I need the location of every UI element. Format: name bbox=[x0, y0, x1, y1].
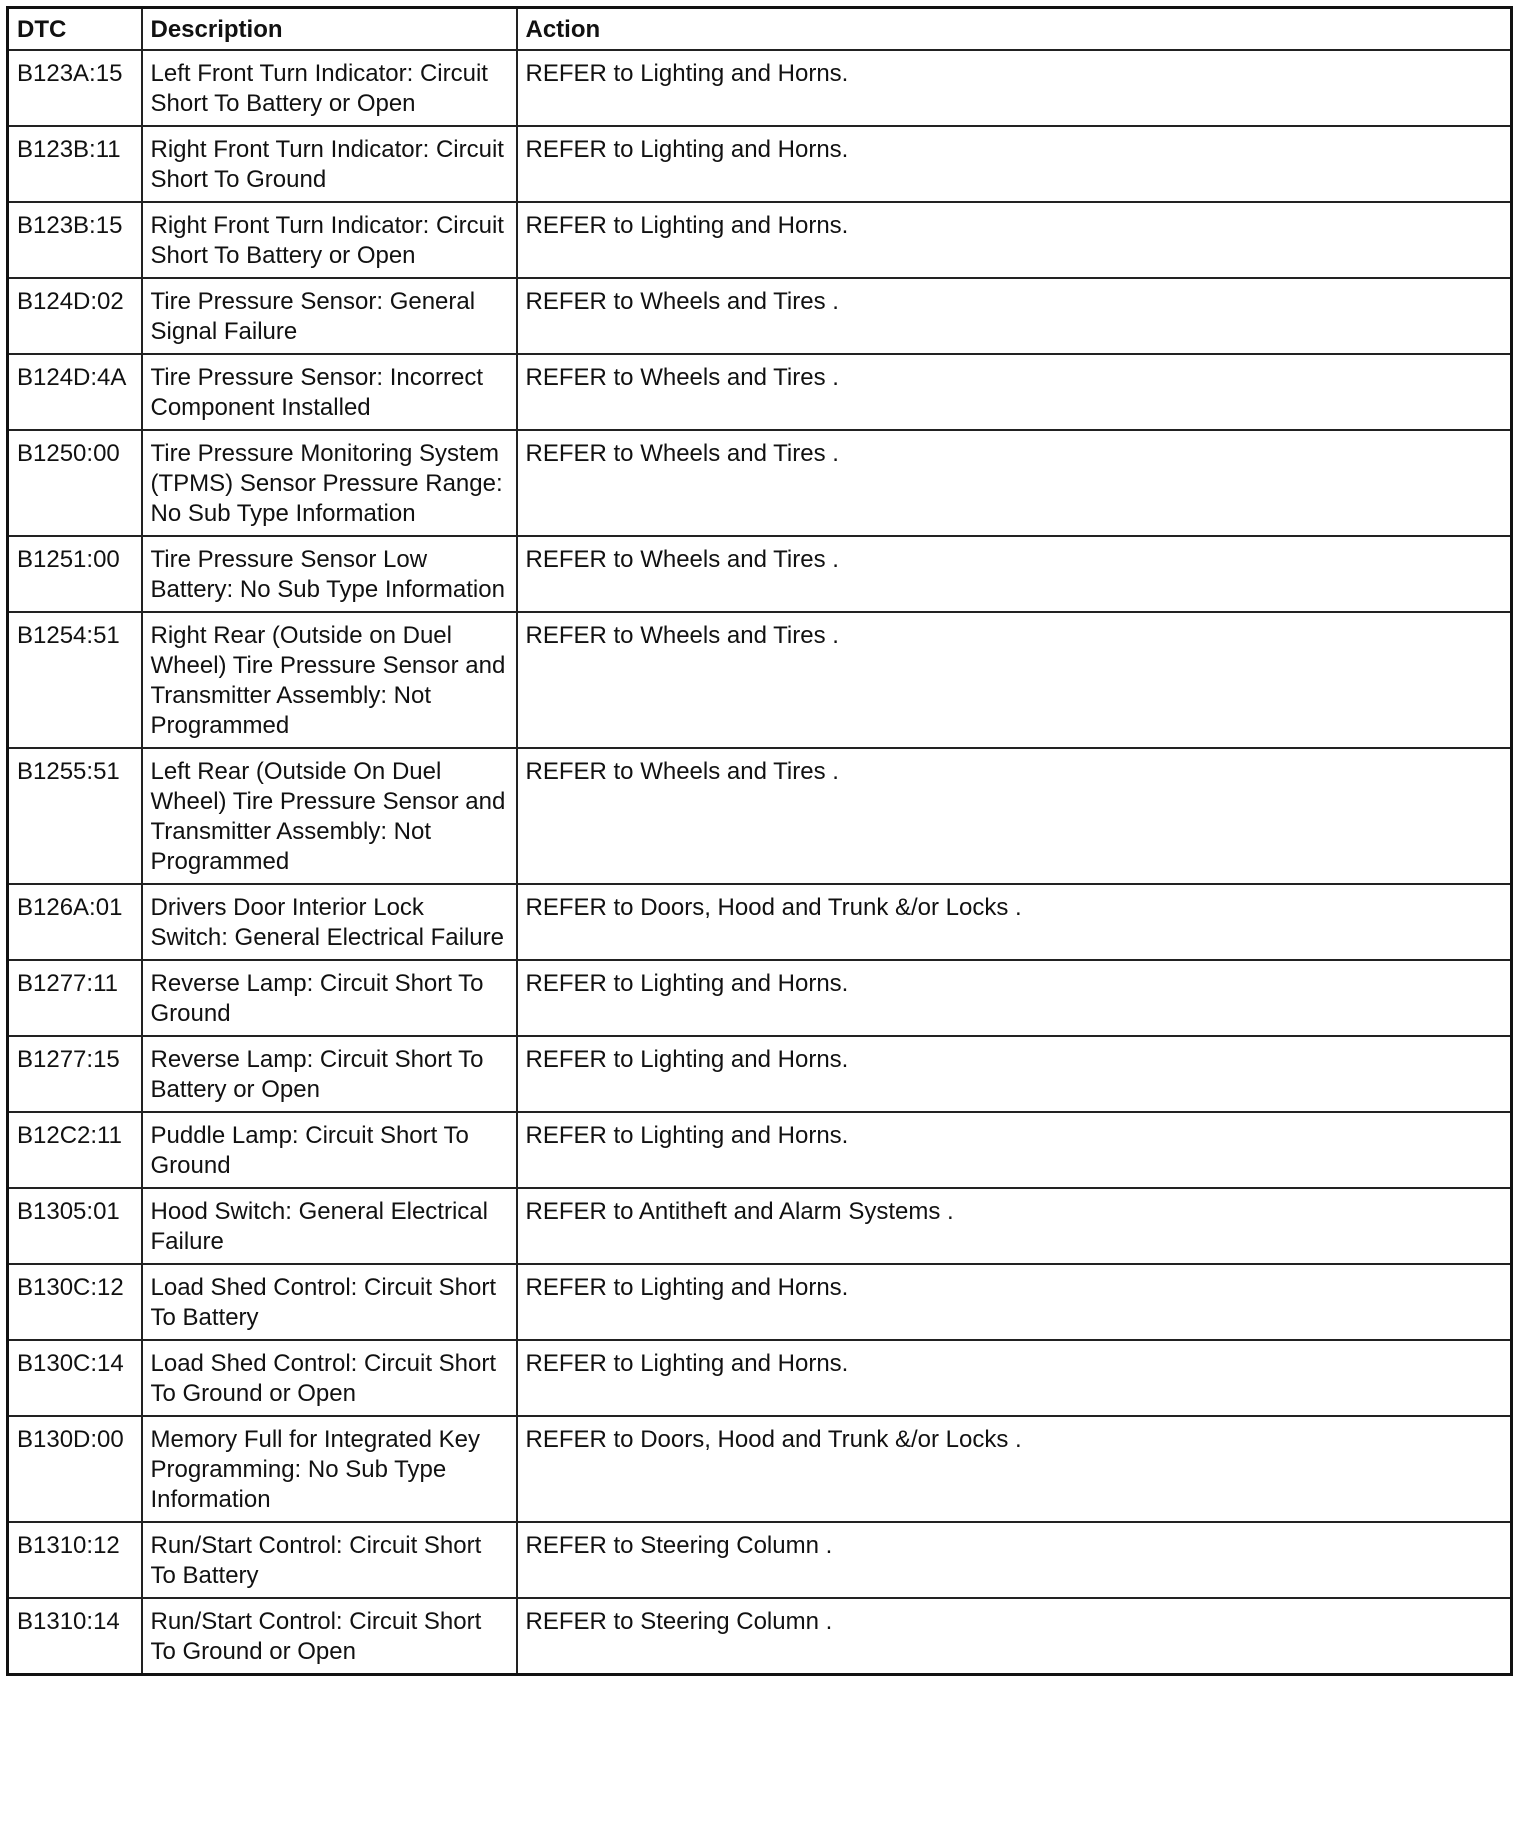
table-row bbox=[8, 126, 1512, 202]
table-row bbox=[8, 960, 1512, 1036]
dtc-action: REFER to Lighting and Horns. bbox=[517, 1264, 1512, 1340]
dtc-code: B1277:15 bbox=[8, 1036, 142, 1112]
table-row bbox=[8, 1188, 1512, 1264]
dtc-description: Drivers Door Interior Lock Switch: General Electrical Failure bbox=[142, 884, 517, 960]
table-row bbox=[8, 278, 1512, 354]
header-dtc: DTC bbox=[8, 8, 142, 51]
dtc-code: B123A:15 bbox=[8, 50, 142, 126]
dtc-action: REFER to Lighting and Horns. bbox=[517, 960, 1512, 1036]
dtc-description: Left Front Turn Indicator: Circuit Short To Battery or Open bbox=[142, 50, 517, 126]
dtc-code: B12C2:11 bbox=[8, 1112, 142, 1188]
dtc-code: B1310:14 bbox=[8, 1598, 142, 1675]
dtc-action: REFER to Lighting and Horns. bbox=[517, 1112, 1512, 1188]
dtc-action: REFER to Wheels and Tires . bbox=[517, 748, 1512, 884]
dtc-action: REFER to Wheels and Tires . bbox=[517, 278, 1512, 354]
dtc-description: Reverse Lamp: Circuit Short To Battery or Open bbox=[142, 1036, 517, 1112]
dtc-description: Right Front Turn Indicator: Circuit Short To Battery or Open bbox=[142, 202, 517, 278]
dtc-description: Left Rear (Outside On Duel Wheel) Tire Pressure Sensor and Transmitter Assembly: Not Programmed bbox=[142, 748, 517, 884]
dtc-table bbox=[6, 6, 1513, 1676]
table-row bbox=[8, 1598, 1512, 1675]
dtc-description: Load Shed Control: Circuit Short To Ground or Open bbox=[142, 1340, 517, 1416]
dtc-action: REFER to Doors, Hood and Trunk &/or Locks . bbox=[517, 884, 1512, 960]
dtc-description: Run/Start Control: Circuit Short To Battery bbox=[142, 1522, 517, 1598]
header-description: Description bbox=[142, 8, 517, 51]
table-row bbox=[8, 1340, 1512, 1416]
dtc-code: B123B:11 bbox=[8, 126, 142, 202]
dtc-action: REFER to Lighting and Horns. bbox=[517, 202, 1512, 278]
table-row bbox=[8, 354, 1512, 430]
dtc-code: B1305:01 bbox=[8, 1188, 142, 1264]
dtc-action: REFER to Steering Column . bbox=[517, 1598, 1512, 1675]
dtc-code: B130D:00 bbox=[8, 1416, 142, 1522]
dtc-code: B124D:4A bbox=[8, 354, 142, 430]
dtc-action: REFER to Lighting and Horns. bbox=[517, 1036, 1512, 1112]
dtc-code: B1251:00 bbox=[8, 536, 142, 612]
dtc-description: Tire Pressure Sensor Low Battery: No Sub Type Information bbox=[142, 536, 517, 612]
dtc-action: REFER to Wheels and Tires . bbox=[517, 612, 1512, 748]
header-action: Action bbox=[517, 8, 1512, 51]
dtc-code: B130C:14 bbox=[8, 1340, 142, 1416]
dtc-code: B130C:12 bbox=[8, 1264, 142, 1340]
table-row bbox=[8, 748, 1512, 884]
table-row bbox=[8, 50, 1512, 126]
dtc-code: B126A:01 bbox=[8, 884, 142, 960]
header-row bbox=[8, 8, 1512, 51]
dtc-action: REFER to Steering Column . bbox=[517, 1522, 1512, 1598]
dtc-action: REFER to Doors, Hood and Trunk &/or Locks . bbox=[517, 1416, 1512, 1522]
dtc-description: Memory Full for Integrated Key Programming: No Sub Type Information bbox=[142, 1416, 517, 1522]
table-row bbox=[8, 1522, 1512, 1598]
dtc-description: Hood Switch: General Electrical Failure bbox=[142, 1188, 517, 1264]
table-row bbox=[8, 1112, 1512, 1188]
dtc-code: B124D:02 bbox=[8, 278, 142, 354]
dtc-action: REFER to Wheels and Tires . bbox=[517, 536, 1512, 612]
dtc-action: REFER to Wheels and Tires . bbox=[517, 354, 1512, 430]
dtc-description: Reverse Lamp: Circuit Short To Ground bbox=[142, 960, 517, 1036]
dtc-code: B1277:11 bbox=[8, 960, 142, 1036]
dtc-description: Run/Start Control: Circuit Short To Ground or Open bbox=[142, 1598, 517, 1675]
dtc-code: B1250:00 bbox=[8, 430, 142, 536]
dtc-description: Load Shed Control: Circuit Short To Battery bbox=[142, 1264, 517, 1340]
dtc-description: Tire Pressure Monitoring System (TPMS) Sensor Pressure Range: No Sub Type Information bbox=[142, 430, 517, 536]
table-row bbox=[8, 430, 1512, 536]
dtc-code: B1255:51 bbox=[8, 748, 142, 884]
table-row bbox=[8, 884, 1512, 960]
dtc-document bbox=[6, 6, 1513, 1676]
table-row bbox=[8, 536, 1512, 612]
dtc-description: Puddle Lamp: Circuit Short To Ground bbox=[142, 1112, 517, 1188]
dtc-action: REFER to Wheels and Tires . bbox=[517, 430, 1512, 536]
dtc-description: Right Front Turn Indicator: Circuit Short To Ground bbox=[142, 126, 517, 202]
dtc-code: B1310:12 bbox=[8, 1522, 142, 1598]
dtc-action: REFER to Lighting and Horns. bbox=[517, 50, 1512, 126]
table-row bbox=[8, 1036, 1512, 1112]
dtc-description: Tire Pressure Sensor: General Signal Failure bbox=[142, 278, 517, 354]
dtc-action: REFER to Lighting and Horns. bbox=[517, 1340, 1512, 1416]
table-row bbox=[8, 1416, 1512, 1522]
table-row bbox=[8, 202, 1512, 278]
dtc-code: B123B:15 bbox=[8, 202, 142, 278]
dtc-code: B1254:51 bbox=[8, 612, 142, 748]
dtc-action: REFER to Antitheft and Alarm Systems . bbox=[517, 1188, 1512, 1264]
table-row bbox=[8, 612, 1512, 748]
dtc-description: Tire Pressure Sensor: Incorrect Component Installed bbox=[142, 354, 517, 430]
table-row bbox=[8, 1264, 1512, 1340]
dtc-description: Right Rear (Outside on Duel Wheel) Tire Pressure Sensor and Transmitter Assembly: Not Programmed bbox=[142, 612, 517, 748]
dtc-action: REFER to Lighting and Horns. bbox=[517, 126, 1512, 202]
